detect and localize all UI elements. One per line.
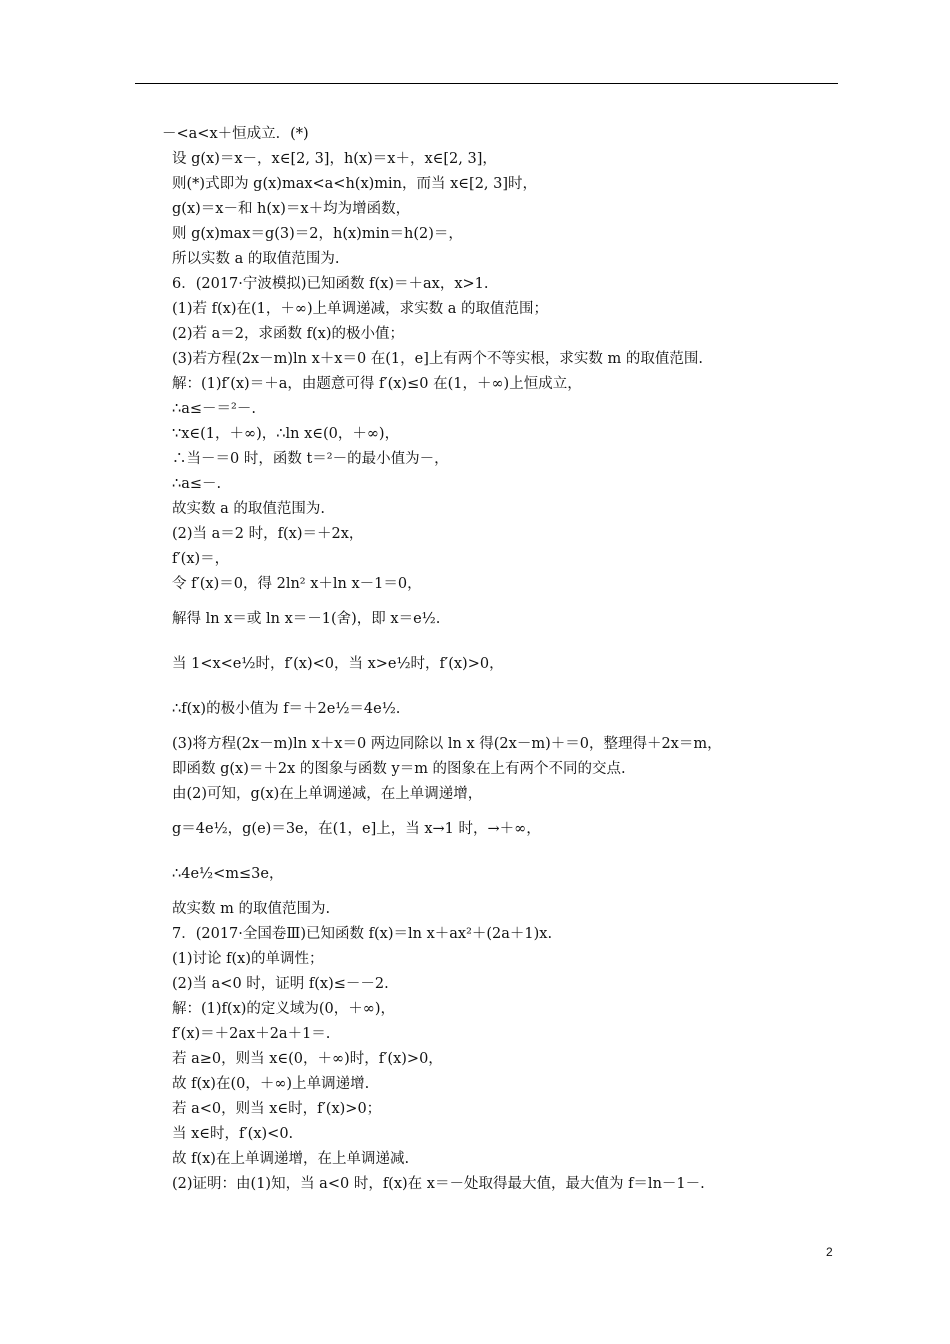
text-line: ∴a≤－.	[172, 476, 222, 492]
text-line: ∴a≤－＝²－.	[172, 401, 256, 417]
text-line: (3)将方程(2x－m)ln x＋x＝0 两边同除以 ln x 得(2x－m)＋＝0，整理得＋2x＝m，	[172, 736, 722, 752]
text-line: 故实数 a 的取值范围为.	[172, 501, 325, 517]
text-line: 若 a≥0，则当 x∈(0，＋∞)时，f′(x)>0，	[172, 1051, 443, 1067]
text-line: (2)证明：由(1)知，当 a<0 时，f(x)在 x＝－处取得最大值，最大值为 f＝ln－1－.	[172, 1176, 705, 1192]
text-line: 所以实数 a 的取值范围为.	[172, 251, 340, 267]
text-line: f′(x)＝，	[172, 551, 230, 567]
text-line: 故 f(x)在(0，＋∞)上单调递增.	[172, 1076, 370, 1092]
text-line: g＝4e½，g(e)＝3e，在(1，e]上，当 x→1 时，→＋∞，	[172, 821, 541, 837]
text-line: 即函数 g(x)＝＋2x 的图象与函数 y＝m 的图象在上有两个不同的交点.	[172, 761, 626, 777]
text-line: 令 f′(x)＝0，得 2ln² x＋ln x－1＝0，	[172, 576, 422, 592]
text-line: 故实数 m 的取值范围为.	[172, 901, 331, 917]
text-line: (2)当 a<0 时，证明 f(x)≤－－2.	[172, 976, 389, 992]
text-line: (1)若 f(x)在(1，＋∞)上单调递减，求实数 a 的取值范围；	[172, 301, 548, 317]
text-line: 解：(1)f(x)的定义域为(0，＋∞)，	[172, 1001, 396, 1017]
text-line: ∴4e½<m≤3e，	[172, 866, 284, 882]
text-line: 7．(2017·全国卷Ⅲ)已知函数 f(x)＝ln x＋ax²＋(2a＋1)x.	[172, 926, 553, 942]
text-line: 解：(1)f′(x)＝＋a，由题意可得 f′(x)≤0 在(1，＋∞)上恒成立，	[172, 376, 582, 392]
text-line: ∴f(x)的极小值为 f＝＋2e½＝4e½.	[172, 701, 401, 717]
text-line: 当 1<x<e½时，f′(x)<0，当 x>e½时，f′(x)>0，	[172, 656, 504, 672]
text-line: g(x)＝x－和 h(x)＝x＋均为增函数，	[172, 201, 411, 217]
text-line: 当 x∈时，f′(x)<0.	[172, 1126, 294, 1142]
text-line: ∵x∈(1，＋∞)，∴ln x∈(0，＋∞)，	[172, 426, 400, 442]
text-line: 设 g(x)＝x－，x∈[2, 3]，h(x)＝x＋，x∈[2, 3]，	[172, 151, 497, 167]
text-line: f′(x)＝＋2ax＋2a＋1＝.	[172, 1026, 331, 1042]
text-line: 故 f(x)在上单调递增，在上单调递减.	[172, 1151, 410, 1167]
text-line: (2)若 a＝2，求函数 f(x)的极小值；	[172, 326, 404, 342]
text-line: 6．(2017·宁波模拟)已知函数 f(x)＝＋ax，x>1.	[172, 276, 489, 292]
text-line: 解得 ln x＝或 ln x＝－1(舍)，即 x＝e½.	[172, 611, 441, 627]
text-line: (3)若方程(2x－m)ln x＋x＝0 在(1，e]上有两个不等实根，求实数 m 的取值范围.	[172, 351, 703, 367]
text-line: 则 g(x)max＝g(3)＝2，h(x)min＝h(2)＝，	[172, 226, 463, 242]
text-line: 则(*)式即为 g(x)max<a<h(x)min，而当 x∈[2, 3]时，	[172, 176, 538, 192]
text-line: －<a<x＋恒成立．(*)	[162, 126, 309, 142]
text-line: 由(2)可知，g(x)在上单调递减，在上单调递增，	[172, 786, 483, 802]
page-number: 2	[826, 1245, 833, 1259]
text-line: (2)当 a＝2 时，f(x)＝＋2x，	[172, 526, 364, 542]
text-line: (1)讨论 f(x)的单调性；	[172, 951, 324, 967]
text-line: ∴当－＝0 时，函数 t＝²－的最小值为－，	[172, 451, 449, 467]
text-line: 若 a<0，则当 x∈时，f′(x)>0；	[172, 1101, 382, 1117]
header-rule	[135, 83, 838, 84]
